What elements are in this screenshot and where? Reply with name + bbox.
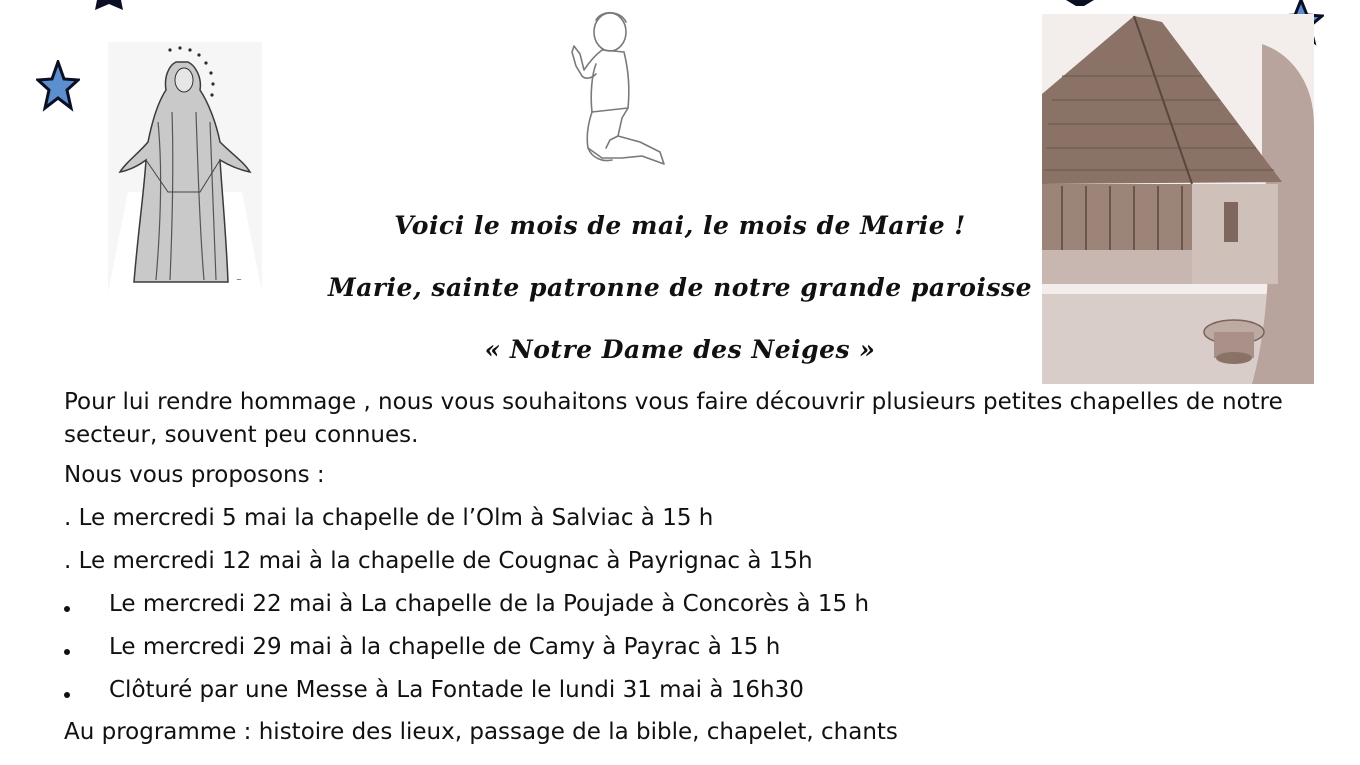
list-item: Le mercredi 29 mai à la chapelle de Camy à Payrac à 15 h: [109, 634, 781, 660]
praying-child-drawing: [562, 8, 672, 168]
chapel-photo: [1042, 14, 1314, 384]
list-item: Le mercredi 22 mai à La chapelle de la Poujade à Concorès à 15 h: [109, 591, 870, 617]
svg-text:~: ~: [236, 276, 242, 284]
bullet-icon: [64, 649, 70, 655]
star-icon: [36, 60, 80, 112]
bullet-icon: [64, 692, 70, 698]
proposal-heading: Nous vous proposons :: [64, 462, 325, 488]
program-line: Au programme : histoire des lieux, passage de la bible, chapelet, chants: [64, 719, 898, 745]
bullet-icon: [64, 606, 70, 612]
list-item: . Le mercredi 12 mai à la chapelle de Cougnac à Payrignac à 15h: [64, 548, 813, 574]
list-item: Clôturé par une Messe à La Fontade le lundi 31 mai à 16h30: [109, 677, 804, 703]
virgin-mary-sketch: [108, 42, 262, 292]
star-icon: [1064, 0, 1096, 8]
list-item: . Le mercredi 5 mai la chapelle de l’Olm à Salviac à 15 h: [64, 505, 714, 531]
title-patron-saint: Marie, sainte patronne de notre grande paroisse: [328, 273, 1032, 302]
star-icon: [92, 0, 126, 16]
title-parish-name: « Notre Dame des Neiges »: [484, 335, 876, 364]
title-month-of-mary: Voici le mois de mai, le mois de Marie !: [394, 211, 966, 240]
intro-paragraph: Pour lui rendre hommage , nous vous souhaitons vous faire découvrir plusieurs petites chapelles de notre secteur, souvent peu connues.: [64, 389, 1283, 448]
